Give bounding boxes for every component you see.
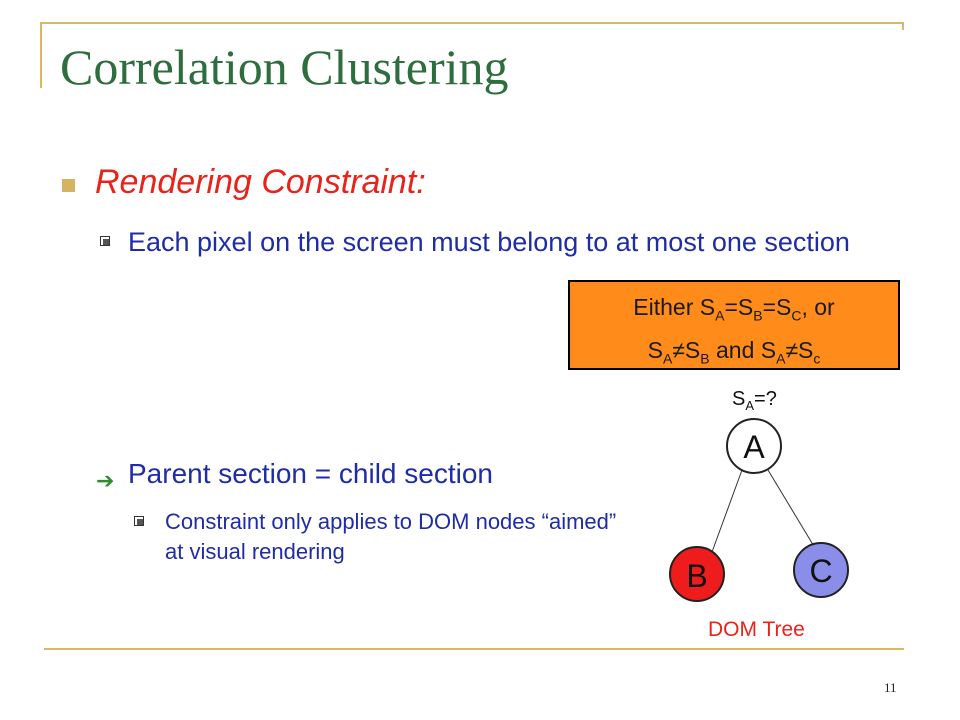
heading-rendering-constraint: Rendering Constraint: xyxy=(95,163,426,201)
node-a-label: A xyxy=(743,429,765,465)
dom-tree-caption: DOM Tree xyxy=(708,618,805,641)
callout-line-1: Either $S_A=S_B=S_C$, or xyxy=(633,294,835,324)
parent-section-statement: Parent section = child section xyxy=(128,458,493,489)
callout-line-2: $S_A\ne S_B$ and $S_A\ne S_c$ xyxy=(647,336,821,367)
arrow-bullet-icon: ➔ xyxy=(96,468,115,493)
sa-question-label: $S_A=$? xyxy=(732,388,777,413)
bullet-pixel-constraint: Each pixel on the screen must belong to at most one section xyxy=(128,227,850,257)
slide-title: Correlation Clustering xyxy=(60,39,509,95)
bullet-dom-nodes: Constraint only applies to DOM nodes “aimed” at visual rendering xyxy=(165,509,617,564)
node-b-label: B xyxy=(686,558,708,594)
edge-a-c xyxy=(768,470,815,548)
node-c-label: C xyxy=(809,553,833,589)
page-number: 11 xyxy=(884,680,897,695)
edge-a-b xyxy=(712,470,742,552)
box-bullet-icon xyxy=(134,516,144,526)
